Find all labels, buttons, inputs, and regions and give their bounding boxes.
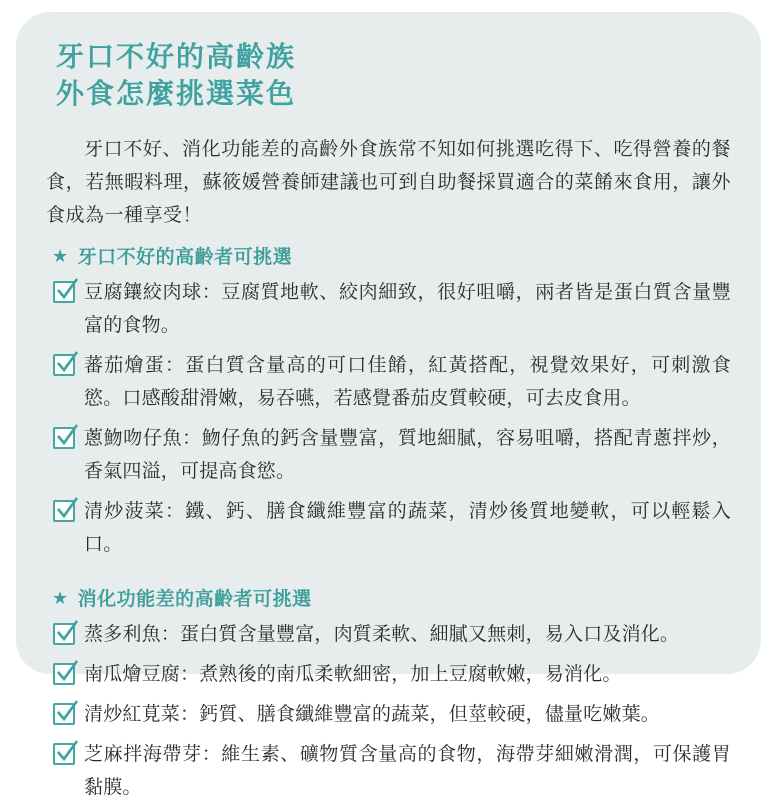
- section-chewing-items: [32, 276, 733, 561]
- intro-paragraph: 牙口不好、消化功能差的高齡外食族常不知如何挑選吃得下、吃得營養的餐食，若無暇料理，蘇筱媛營養師建議也可到自助餐採買適合的菜餚來食用，讓外食成為一種享受！: [46, 139, 731, 226]
- list-item-text: 蕃茄燴蛋：蛋白質含量高的可口佳餚，紅黃搭配，視覺效果好，可刺激食慾。口感酸甜滑嫩，易吞嚥，若感覺番茄皮質較硬，可去皮食用。: [84, 355, 731, 409]
- list-item: [32, 422, 733, 488]
- section-heading-digestion: [52, 584, 733, 611]
- star-icon: ★: [52, 587, 69, 608]
- list-item: [32, 618, 733, 651]
- list-item: [32, 276, 733, 342]
- checked-checkbox-icon: [53, 623, 75, 645]
- checked-checkbox-icon: [53, 663, 75, 685]
- checked-checkbox-icon: [53, 500, 75, 522]
- list-item-text: 蒸多利魚：蛋白質含量豐富，肉質柔軟、細膩又無刺，易入口及消化。: [84, 624, 680, 645]
- checked-checkbox-icon: [53, 281, 75, 303]
- checked-checkbox-icon: [53, 427, 75, 449]
- list-item: [32, 658, 733, 691]
- list-item-text: 蔥魩吻仔魚：魩仔魚的鈣含量豐富，質地細膩，容易咀嚼，搭配青蔥拌炒，香氣四溢，可提高食慾。: [84, 428, 731, 482]
- checked-checkbox-icon: [53, 354, 75, 376]
- list-item: [32, 738, 733, 804]
- list-item: [32, 698, 733, 731]
- list-item-text: 清炒菠菜：鐵、鈣、膳食纖維豐富的蔬菜，清炒後質地變軟，可以輕鬆入口。: [84, 501, 731, 555]
- star-icon: ★: [52, 245, 69, 266]
- page-title: [56, 38, 733, 112]
- list-item-text: 清炒紅莧菜：鈣質、膳食纖維豐富的蔬菜，但莖較硬，儘量吃嫩葉。: [84, 704, 661, 725]
- checked-checkbox-icon: [53, 743, 75, 765]
- list-item: [32, 495, 733, 561]
- section-heading-label: 牙口不好的高齡者可挑選: [77, 247, 293, 268]
- page-title-line2: 外食怎麼挑選菜色: [56, 78, 297, 109]
- section-heading-label: 消化功能差的高齡者可挑選: [77, 589, 312, 610]
- list-item-text: 豆腐鑲絞肉球：豆腐質地軟、絞肉細致，很好咀嚼，兩者皆是蛋白質含量豐富的食物。: [84, 282, 731, 336]
- section-digestion-items: [32, 618, 733, 804]
- list-item-text: 芝麻拌海帶芽：維生素、礦物質含量高的食物，海帶芽細嫩滑潤，可保護胃黏膜。: [84, 744, 731, 798]
- checked-checkbox-icon: [53, 703, 75, 725]
- page-title-line1: 牙口不好的高齡族: [56, 41, 297, 72]
- list-item: [32, 349, 733, 415]
- list-item-text: 南瓜燴豆腐：煮熟後的南瓜柔軟細密，加上豆腐軟嫩，易消化。: [84, 664, 622, 685]
- section-heading-chewing: [52, 242, 733, 269]
- article-card: [16, 12, 761, 798]
